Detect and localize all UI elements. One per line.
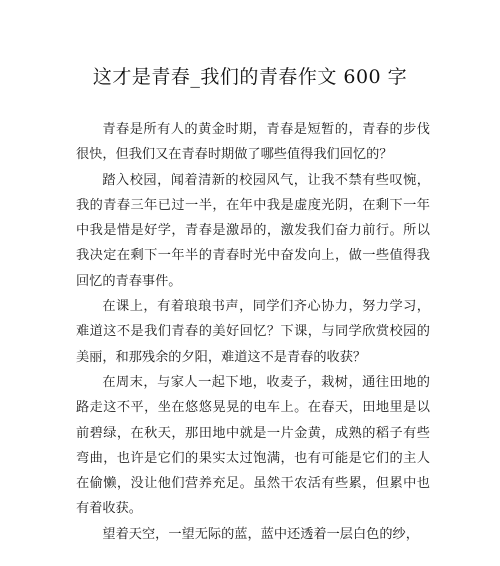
paragraph: 在课上，有着琅琅书声，同学们齐心协力，努力学习，难道这不是我们青春的美好回忆？下课，与同学欣赏校园的美丽，和那残余的夕阳，难道这不是青春的收获？ — [76, 299, 430, 365]
paragraph: 踏入校园，闻着清新的校园风气，让我不禁有些叹惋，我的青春三年已过一半，在年中我是虚度光阴，在剩下一年中我是惜是好学，青春是激昂的，激发我们奋力前行。所以我决定在剩下一年半的青春时光中奋发向上，做一些值得我回忆的青春事件。 — [76, 172, 430, 289]
paragraph: 在周末，与家人一起下地，收麦子，栽树，通往田地的路走这不平，坐在悠悠晃晃的电车上。在春天，田地里是以前碧绿，在秋天，那田地中就是一片金黄，成熟的稻子有些弯曲，也许是它们的果实太过饱满，也有可能是它们的主人在偷懒，没让他们营养充足。虽然干农活有些累，但累中也有着收获。 — [76, 374, 430, 517]
page-title: 这才是青春_我们的青春作文 600 字 — [92, 66, 408, 88]
article-body — [76, 117, 430, 547]
paragraph: 青春是所有人的黄金时期，青春是短暂的，青春的步伐很快，但我们又在青春时期做了哪些值得我们回忆的？ — [76, 122, 430, 163]
paragraph: 望着天空，一望无际的蓝，蓝中还透着一层白色的纱， — [102, 526, 419, 542]
